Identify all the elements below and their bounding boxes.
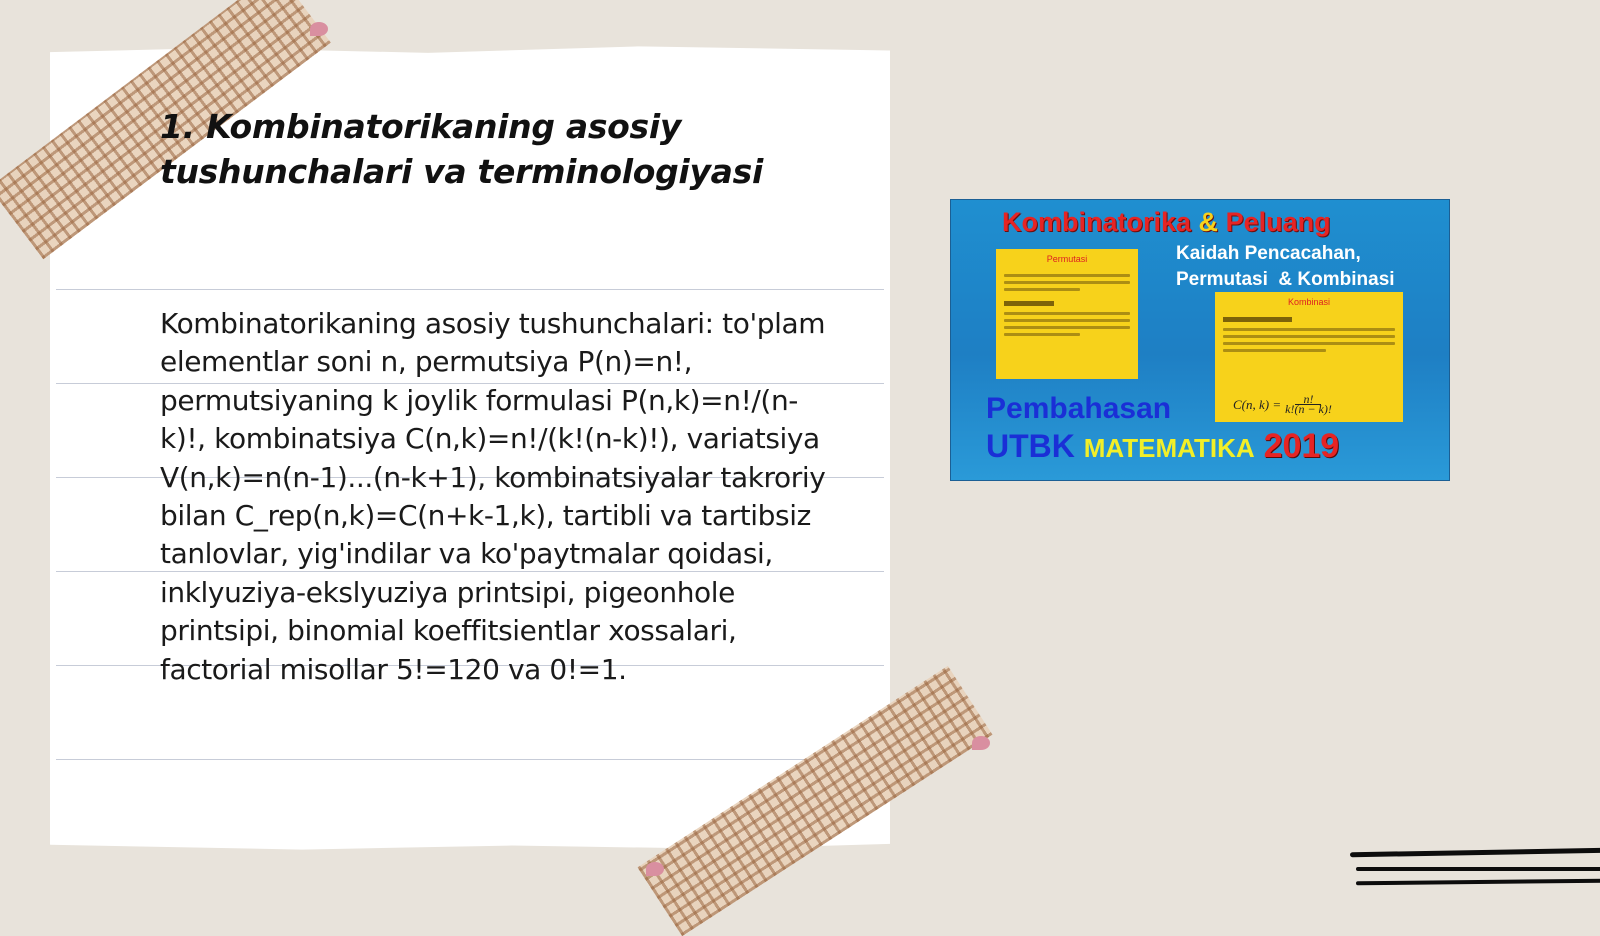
- slide-body-text: Kombinatorikaning asosiy tushunchalari: to'plam elementlar soni n, permutsiya P(n)=n!, permutsiyaning k joylik formulasi P(n,k)=n!/(n-k)!, kombinatsiya C(n,k)=n!/(k!(n-k)!), variatsiya V(n,k)=n(n-1)...(n-k+1), kombinatsiyalar takroriy bilan C_rep(n,k)=C(n+k-1,k), tartibli va tartibsiz tanlovlar, yig'indilar va ko'paytmalar qoidasi, inklyuziya-ekslyuziya printsipi, pigeonhole printsipi, binomial koeffitsientlar xossalari, factorial misollar 5!=120 va 0!=1.: [160, 307, 826, 686]
- rule-line: [56, 759, 884, 760]
- image-subtitle: Kaidah Pencacahan, Permutasi & Kombinasi: [1176, 243, 1395, 290]
- formula-numerator: n!: [1295, 395, 1321, 405]
- combinatorics-illustration: [950, 199, 1450, 481]
- permutasi-card-title: Permutasi: [1046, 254, 1088, 264]
- kombinasi-card-text: [1223, 317, 1395, 352]
- image-title-part2: Peluang: [1225, 207, 1331, 237]
- brush-stroke: [1350, 848, 1600, 858]
- formula-left: C(n, k) =: [1233, 397, 1282, 412]
- image-utbk-line: [986, 427, 1339, 466]
- image-year: 2019: [1263, 427, 1340, 465]
- image-pembahasan: Pembahasan: [986, 392, 1172, 425]
- image-matematika: MATEMATIKA: [1083, 433, 1255, 463]
- combination-formula: [1233, 392, 1332, 416]
- kombinasi-card-title: Kombinasi: [1287, 297, 1331, 307]
- brush-stroke: [1356, 879, 1600, 886]
- pin-decoration: [646, 862, 664, 876]
- pin-decoration: [310, 22, 328, 36]
- brush-stroke: [1356, 867, 1600, 871]
- image-title-part1: Kombinatorika: [1002, 207, 1192, 237]
- slide-title: 1. Kombinatorikaning asosiy tushunchalari va terminologiyasi: [160, 107, 763, 191]
- image-utbk: UTBK: [986, 428, 1075, 464]
- image-title-amp: &: [1198, 207, 1219, 237]
- rule-line: [56, 289, 884, 290]
- kombinasi-card: [1215, 292, 1403, 422]
- pin-decoration: [972, 736, 990, 750]
- image-title: [1002, 207, 1331, 238]
- permutasi-card-text: [1004, 274, 1130, 336]
- formula-denominator: k!(n − k)!: [1285, 402, 1332, 416]
- permutasi-card: [996, 249, 1138, 379]
